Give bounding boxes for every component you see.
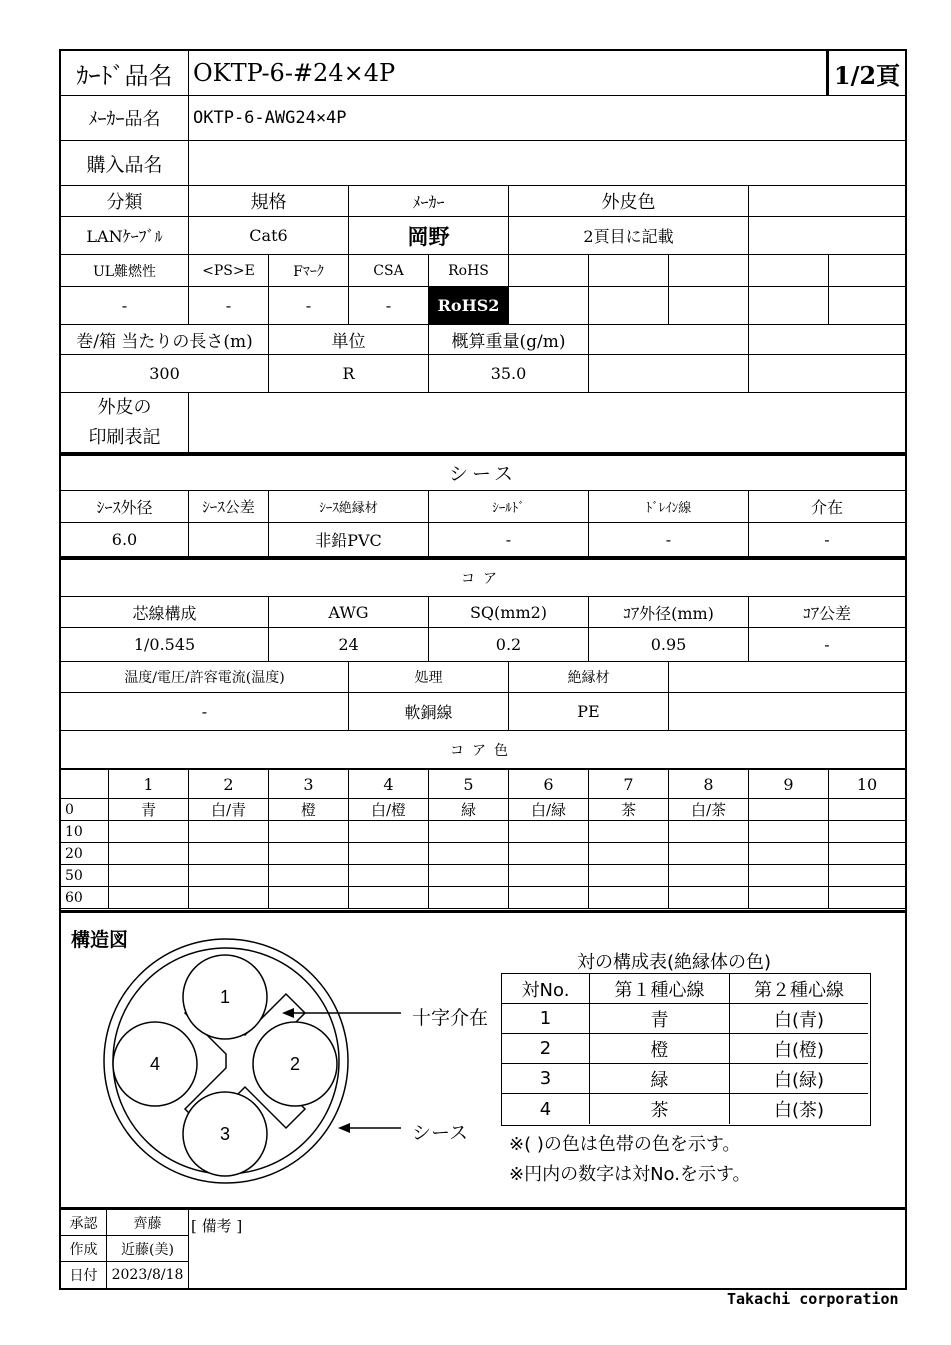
core-section-title: コア [61,559,905,597]
color-cell [269,887,349,909]
pair-3-number: 3 [219,1124,231,1144]
treatment-blank-value [669,693,905,731]
purchase-name-label: 購入品名 [61,141,189,186]
color-cell [349,843,429,865]
treatment-value: 軟銅線 [349,693,509,731]
pair-table-cell: 1 [502,1004,590,1034]
cross-filler-callout: 十字介在 [412,1007,489,1029]
print-marking-value [189,393,905,453]
pair-table-cell: 白(青) [730,1004,868,1034]
color-cell: 橙 [269,799,349,821]
standards-blank-label [829,255,905,287]
color-cell [589,843,669,865]
color-cell [269,821,349,843]
color-cell [749,843,829,865]
color-column-header: 8 [669,769,749,799]
color-column-header: 1 [109,769,189,799]
color-cell [189,865,269,887]
standards-blank-value [749,287,829,325]
pair-table-header: 対No. [502,974,590,1004]
color-column-header: 9 [749,769,829,799]
approval-row-label: 作成 [61,1236,107,1262]
length-per-reel-value: 300 [61,355,269,393]
rohs-badge: RoHS2 [429,287,509,325]
length-per-reel-label: 巻/箱 当たりの長さ(m) [61,325,269,355]
color-cell [429,821,509,843]
pair-table-cell: 茶 [590,1094,730,1124]
color-cell [109,887,189,909]
color-row-label: 20 [61,843,109,865]
length-blank-value [589,355,749,393]
color-column-header: 2 [189,769,269,799]
weight-label: 概算重量(g/m) [429,325,589,355]
color-cell [589,887,669,909]
approval-row-label: 承認 [61,1210,107,1236]
filler-label: 介在 [749,491,905,523]
pair-table-cell: 白(橙) [730,1034,868,1064]
color-cell [669,887,749,909]
pair-table-header: 第１種心線 [590,974,730,1004]
approval-row-value: 近藤(美) [107,1236,189,1262]
structure-title: 構造図 [71,929,129,951]
ul-label: UL難燃性 [61,255,189,287]
color-row-label: 50 [61,865,109,887]
color-cell [429,843,509,865]
jacket-color-value: 2頁目に記載 [509,217,749,255]
page-number: 1/2頁 [827,51,905,96]
color-row-label: 10 [61,821,109,843]
sheath-tolerance-label: ｼｰｽ公差 [189,491,269,523]
color-column-header: 6 [509,769,589,799]
pair-table-cell: 緑 [590,1064,730,1094]
color-column-header: 7 [589,769,669,799]
length-blank-label [749,325,905,355]
core-tolerance-value: - [749,628,905,662]
color-cell [749,887,829,909]
csa-value: - [349,287,429,325]
awg-value: 24 [269,628,429,662]
color-cell [829,865,905,887]
pse-value: - [189,287,269,325]
drain-wire-label: ﾄﾞﾚｲﾝ線 [589,491,749,523]
sq-label: SQ(mm2) [429,597,589,628]
shield-label: ｼｰﾙﾄﾞ [429,491,589,523]
standards-blank-label [749,255,829,287]
sheath-section-title: シース [61,455,905,491]
standards-blank-value [589,287,669,325]
color-row-label: 0 [61,799,109,821]
classification-label: 分類 [61,186,189,217]
color-cell [829,887,905,909]
color-cell: 茶 [589,799,669,821]
classification-value: LANｹｰﾌﾞﾙ [61,217,189,255]
drain-wire-value: - [589,523,749,557]
csa-label: CSA [349,255,429,287]
core-tolerance-label: ｺｱ公差 [749,597,905,628]
color-cell: 緑 [429,799,509,821]
note-band-color: ※( )の色は色帯の色を示す。 [509,1134,741,1155]
f-mark-label: Fﾏｰｸ [269,255,349,287]
shield-value: - [429,523,589,557]
unit-value: R [269,355,429,393]
color-cell [829,843,905,865]
color-cell [749,865,829,887]
pair-table-cell: 4 [502,1094,590,1124]
maker-name-value: OKTP-6-AWG24×4P [189,96,905,141]
length-blank-value [749,355,905,393]
color-cell [669,843,749,865]
standards-blank-value [509,287,589,325]
color-cell [349,865,429,887]
color-cell [669,865,749,887]
jacket-color-label: 外皮色 [509,186,749,217]
color-cell [429,887,509,909]
standards-blank-value [669,287,749,325]
color-cell [349,887,429,909]
color-cell [749,821,829,843]
maker-label: ﾒｰｶｰ [349,186,509,217]
approval-row-value: 2023/8/18 [107,1262,189,1288]
pair-composition-table [501,973,871,1126]
color-row-label: 60 [61,887,109,909]
classification-extra-value [749,217,905,255]
color-cell [109,865,189,887]
note-pair-number: ※円内の数字は対No.を示す。 [509,1164,751,1185]
maker-name-label: ﾒｰｶｰ品名 [61,96,189,141]
pair-table-cell: 3 [502,1064,590,1094]
color-cell [829,799,905,821]
length-blank-label [589,325,749,355]
filler-value: - [749,523,905,557]
pair-1-number: 1 [219,987,231,1007]
approval-row-value: 齊藤 [107,1210,189,1236]
weight-value: 35.0 [429,355,589,393]
color-column-header: 4 [349,769,429,799]
color-cell [269,865,349,887]
treatment-label: 処理 [349,662,509,693]
color-cell [749,799,829,821]
color-cell [109,821,189,843]
color-cell [589,821,669,843]
approval-row-label: 日付 [61,1262,107,1288]
color-column-header: 5 [429,769,509,799]
color-column-header: 3 [269,769,349,799]
ul-value: - [61,287,189,325]
sheath-od-label: ｼｰｽ外径 [61,491,189,523]
color-cell [269,843,349,865]
insulation-label: 絶縁材 [509,662,669,693]
pair-table-cell: 白(茶) [773,1100,825,1121]
rating-value: - [61,693,349,731]
color-cell [669,821,749,843]
color-column-header: 10 [829,769,905,799]
color-cell [349,821,429,843]
sheath-material-value: 非鉛PVC [269,523,429,557]
maker-value: 岡野 [349,217,509,255]
card-name-label: ｶｰﾄﾞ品名 [61,51,189,96]
standards-blank-label [509,255,589,287]
standard-value: Cat6 [189,217,349,255]
sheath-material-label: ｼｰｽ絶縁材 [269,491,429,523]
pair-table-header: 第２種心線 [730,974,868,1004]
pse-label: <PS>E [189,255,269,287]
color-cell [429,865,509,887]
color-cell [829,821,905,843]
unit-label: 単位 [269,325,429,355]
standards-blank-label [589,255,669,287]
pair-4-number: 4 [149,1054,161,1074]
color-cell [109,843,189,865]
color-cell [509,843,589,865]
standards-blank-label [669,255,749,287]
awg-label: AWG [269,597,429,628]
color-cell [509,887,589,909]
remarks-label: [ 備考 ] [191,1217,243,1235]
pair-table-cell: 白(緑) [730,1064,868,1094]
rating-label: 温度/電圧/許容電流(温度) [61,662,349,693]
f-mark-value: - [269,287,349,325]
standard-label: 規格 [189,186,349,217]
pair-table-cell: 2 [502,1034,590,1064]
core-od-label: ｺｱ外径(mm) [589,597,749,628]
color-cell [509,865,589,887]
sheath-callout: シース [412,1122,469,1144]
color-cell: 白/緑 [509,799,589,821]
insulation-value: PE [509,693,669,731]
card-name-value: OKTP-6-#24×4P [189,51,827,96]
purchase-name-value [189,141,905,186]
classification-extra-label [749,186,905,217]
print-marking-label [61,393,189,453]
core-color-title: コア色 [61,731,905,769]
pair-2-number: 2 [289,1054,301,1074]
sheath-od-value: 6.0 [61,523,189,557]
arrowhead-icon [338,1123,350,1133]
conductor-value: 1/0.545 [61,628,269,662]
color-cell: 白/橙 [349,799,429,821]
standards-blank-value [829,287,905,325]
print-marking-label-line2: 印刷表記 [88,426,161,448]
rohs-label: RoHS [429,255,509,287]
print-marking-label-line1: 外皮の [97,396,152,418]
pair-table-cell: 橙 [590,1034,730,1064]
sheath-tolerance-value [189,523,269,557]
pair-table-title: 対の構成表(絶縁体の色) [577,952,772,973]
color-table-corner [61,769,109,799]
color-cell [509,821,589,843]
color-cell: 白/茶 [669,799,749,821]
treatment-blank-label [669,662,905,693]
color-cell [189,843,269,865]
pair-table-cell: 青 [590,1004,730,1034]
core-od-value: 0.95 [589,628,749,662]
conductor-label: 芯線構成 [61,597,269,628]
sq-value: 0.2 [429,628,589,662]
company-name: Takachi corporation [727,1290,899,1308]
color-cell [189,821,269,843]
color-cell [589,865,669,887]
color-cell: 白/青 [189,799,269,821]
spec-sheet [59,49,907,1290]
color-cell: 青 [109,799,189,821]
color-cell [189,887,269,909]
